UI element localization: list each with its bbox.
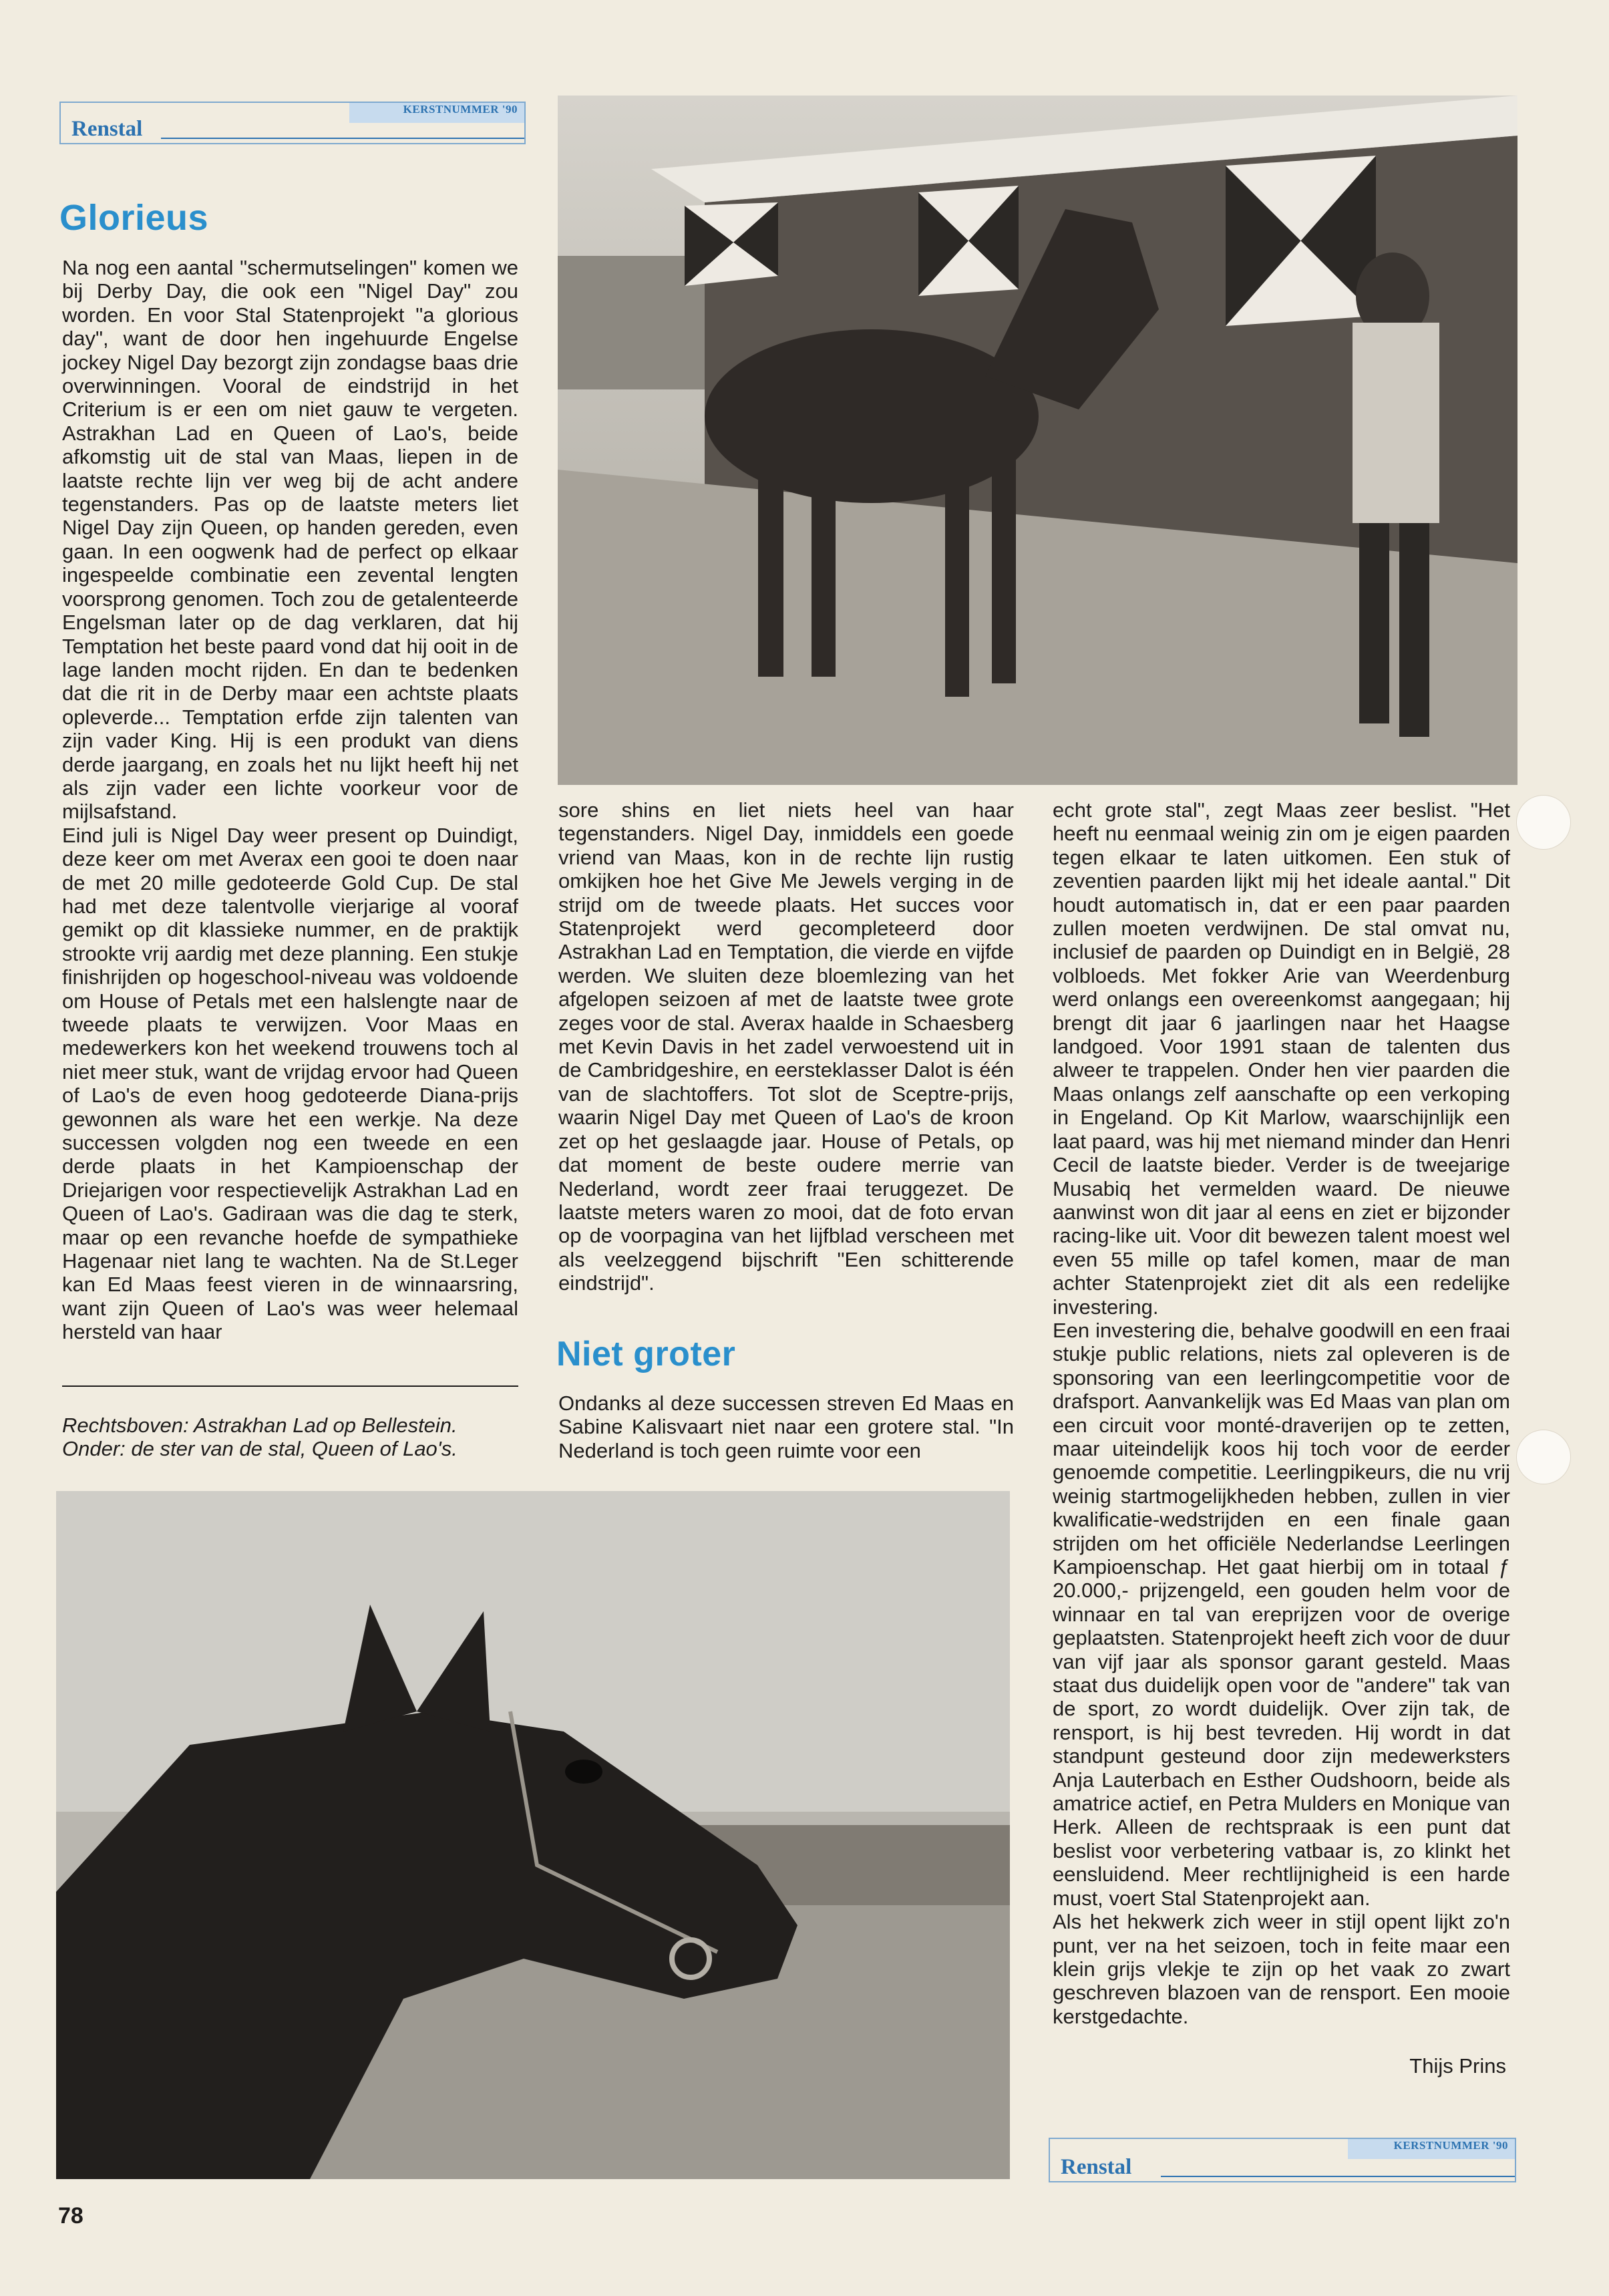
- paragraph: sore shins en liet niets heel van haar tegenstanders. Nigel Day, inmiddels een goede vriend van Maas, kon in de rechte lijn rustig omkijken hoe het Give Me Jewels verging in de strijd om de tweede plaats. Het succes voor Statenprojekt werd gecompleteerd door Astrakhan Lad en Temptation, die vierde en vijfde werden. We sluiten deze bloemlezing van het afgelopen seizoen af met de laatste twee grote zeges voor de stal. Averax haalde in Schaesberg met Kevin Davis in het zadel verwoestend uit in de Cambridgeshire, en eersteklasser Dalot is één van de slachtoffers. Tot slot de Sceptre-prijs, waarin Nigel Day met Queen of Lao's de kroon zet op het geslaagde jaar. House of Petals, op dat moment de beste oudere merrie van Nederland, wordt zeer fraai teruggezet. De laatste meters waren zo mooi, dat de foto ervan op de voorpagina van het lijfblad verscheen met als veelzeggend bijschrift "Een schitterende eindstrijd".: [558, 798, 1014, 1295]
- column-3-text: [1053, 798, 1510, 2028]
- column-2-text: [558, 798, 1014, 1295]
- caption-divider: [62, 1385, 518, 1387]
- stable-scene-illustration: [558, 96, 1517, 785]
- caption-line-1: Rechtsboven: Astrakhan Lad op Bellestein.: [62, 1414, 458, 1437]
- photo-astrakhan-lad: [558, 96, 1517, 785]
- punch-hole: [1516, 1430, 1571, 1484]
- issue-label: KERSTNUMMER '90: [403, 103, 518, 116]
- photo-caption: [62, 1414, 523, 1460]
- column-1-text: [62, 256, 518, 1344]
- footer-section-tag: [1049, 2138, 1516, 2182]
- photo-queen-of-laos: [56, 1491, 1010, 2179]
- paragraph: Eind juli is Nigel Day weer present op Duindigt, deze keer om met Averax een gooi te doen naar de met 20 mille gedoteerde Gold Cup. De stal had met deze talentvolle vierjarige al vooraf gemikt op dit klassieke nummer, en de praktijk strookte vrij aardig met deze planning. Een stukje finishrijden op hogeschool-niveau was voldoende om House of Petals met een halslengte naar de tweede plaats te verwijzen. Voor Maas en medewerkers kon het weekend trouwens toch al niet meer stuk, want de vrijdag ervoor had Queen of Lao's de even hoog gedoteerde Diana-prijs gewonnen als ware het een werkje. Na deze successen volgden nog een tweede en een derde plaats in het Kampioenschap der Driejarigen voor respectievelijk Astrakhan Lad en Queen of Lao's. Gadiraan was die dag te sterk, maar op een revanche hoefde de sympathieke Hagenaar niet lang te wachten. Na de St.Leger kan Ed Maas feest vieren in de winnaarsring, want zijn Queen of Lao's was weer helemaal hersteld van haar: [62, 823, 518, 1344]
- caption-line-2: Onder: de ster van de stal, Queen of Lao's.: [62, 1437, 458, 1460]
- section-label: Renstal: [71, 117, 143, 141]
- heading-niet-groter: Niet groter: [556, 1335, 736, 1373]
- paragraph: Ondanks al deze successen streven Ed Maas en Sabine Kalisvaart niet naar een grotere stal. "In Nederland is toch geen ruimte voor een: [558, 1391, 1014, 1462]
- section-label: Renstal: [1061, 2155, 1132, 2179]
- horse-head-illustration: [56, 1491, 1010, 2179]
- author-signature: Thijs Prins: [1409, 2054, 1506, 2078]
- issue-label: KERSTNUMMER '90: [1393, 2139, 1508, 2152]
- paragraph: Een investering die, behalve goodwill en een fraai stukje public relations, niets zal opleveren is de sponsoring van een leerlingcompetitie voor de drafsport. Aanvankelijk was Ed Maas van plan om een circuit voor monté-draverijen op te zetten, maar uiteindelijk koos hij toch voor de eerder genoemde competitie. Leerlingpikeurs, die nu vrij weinig startmogelijkheden hebben, zullen in vier kwalificatie-wedstrijden en een finale gaan strijden om het officiële Nederlandse Leerlingen Kampioenschap. Het gaat hierbij om in totaal ƒ 20.000,- prijzengeld, een gouden helm voor de winnaar en tal van ereprijzen voor de overige geplaatsten. Statenprojekt heeft zich voor de duur van vijf jaar als sponsor garant gesteld. Maas staat dus duidelijk open voor de "andere" tak van de sport, zo wordt duidelijk. Over zijn tak, de rensport, is hij best tevreden. Hij wordt in dat standpunt gesteund door zijn medewerksters Anja Lauterbach en Esther Oudshoorn, beide als amatrice actief, en Petra Mulders en Monique van Herk. Alleen de rechtspraak is een punt dat beslist voor verbetering vatbaar is, zo klinkt het eensluidend. Meer rechtlijnigheid is een harde must, voert Stal Statenprojekt aan.: [1053, 1318, 1510, 1910]
- paragraph: Als het hekwerk zich weer in stijl opent lijkt zo'n punt, ver na het seizoen, toch in feite maar een klein grijs vlekje te zijn op het vaak zo zwart geschreven blazoen van de rensport. Een mooie kerstgedachte.: [1053, 1910, 1510, 2028]
- paragraph: echt grote stal", zegt Maas zeer beslist. "Het heeft nu eenmaal weinig zin om je eigen paarden tegen elkaar te laten uitkomen. Een stuk of zeventien paarden lijkt mij het ideale aantal." Dit houdt automatisch in, dat er een paar paarden zullen moeten verdwijnen. De stal omvat nu, inclusief de paarden op Duindigt en in België, 28 volbloeds. Met fokker Arie van Weerdenburg werd onlangs een overeenkomst aangegaan; hij brengt dit jaar 6 jaarlingen naar het Haagse landgoed. Voor 1991 staan de talenten dus alweer te trappelen. Onder hen vier paarden die Maas onlangs zelf aanschafte op een verkoping in Engeland. Op Kit Marlow, waarschijnlijk een laat paard, was hij met niemand minder dan Henri Cecil de laatste bieder. Verder is de tweejarige Musabiq het vermelden waard. De nieuwe aanwinst won dit jaar al eens en ziet er bijzonder racing-like uit. Voor dit bewezen talent moest wel even 55 mille op tafel komen, maar de man achter Statenprojekt ziet dit als een redelijke investering.: [1053, 798, 1510, 1319]
- heading-glorieus: Glorieus: [59, 198, 209, 238]
- punch-hole: [1516, 795, 1571, 850]
- header-section-tag: [59, 102, 526, 144]
- page-number: 78: [58, 2203, 83, 2229]
- column-2-text-continued: [558, 1391, 1014, 1462]
- paragraph: Na nog een aantal "schermutselingen" komen we bij Derby Day, die ook een "Nigel Day" zou worden. En voor Stal Statenprojekt "a glorious day", want de door hen ingehuurde Engelse jockey Nigel Day bezorgt zijn zondagse baas drie overwinningen. Vooral de eindstrijd in het Criterium is er een om niet gauw te vergeten. Astrakhan Lad en Queen of Lao's, beide afkomstig uit de stal van Maas, liepen in de laatste rechte lijn ver weg bij de acht andere tegenstanders. Pas op de laatste meters liet Nigel Day zijn Queen, op handen gereden, even gaan. In een oogwenk had de perfect op elkaar ingespeelde combinatie een zevental lengten voorsprong genomen. Toch zou de getalenteerde Engelsman later op de dag verklaren, dat hij Temptation het beste paard vond dat hij ooit in de lage landen mocht rijden. En dan te bedenken dat die rit in de Derby maar een achtste plaats opleverde... Temptation erfde zijn talenten van zijn vader King. Hij is een produkt van diens derde jaargang, en zoals het nu lijkt heeft hij net als zijn vader een lichte voorkeur voor de mijlsafstand.: [62, 256, 518, 824]
